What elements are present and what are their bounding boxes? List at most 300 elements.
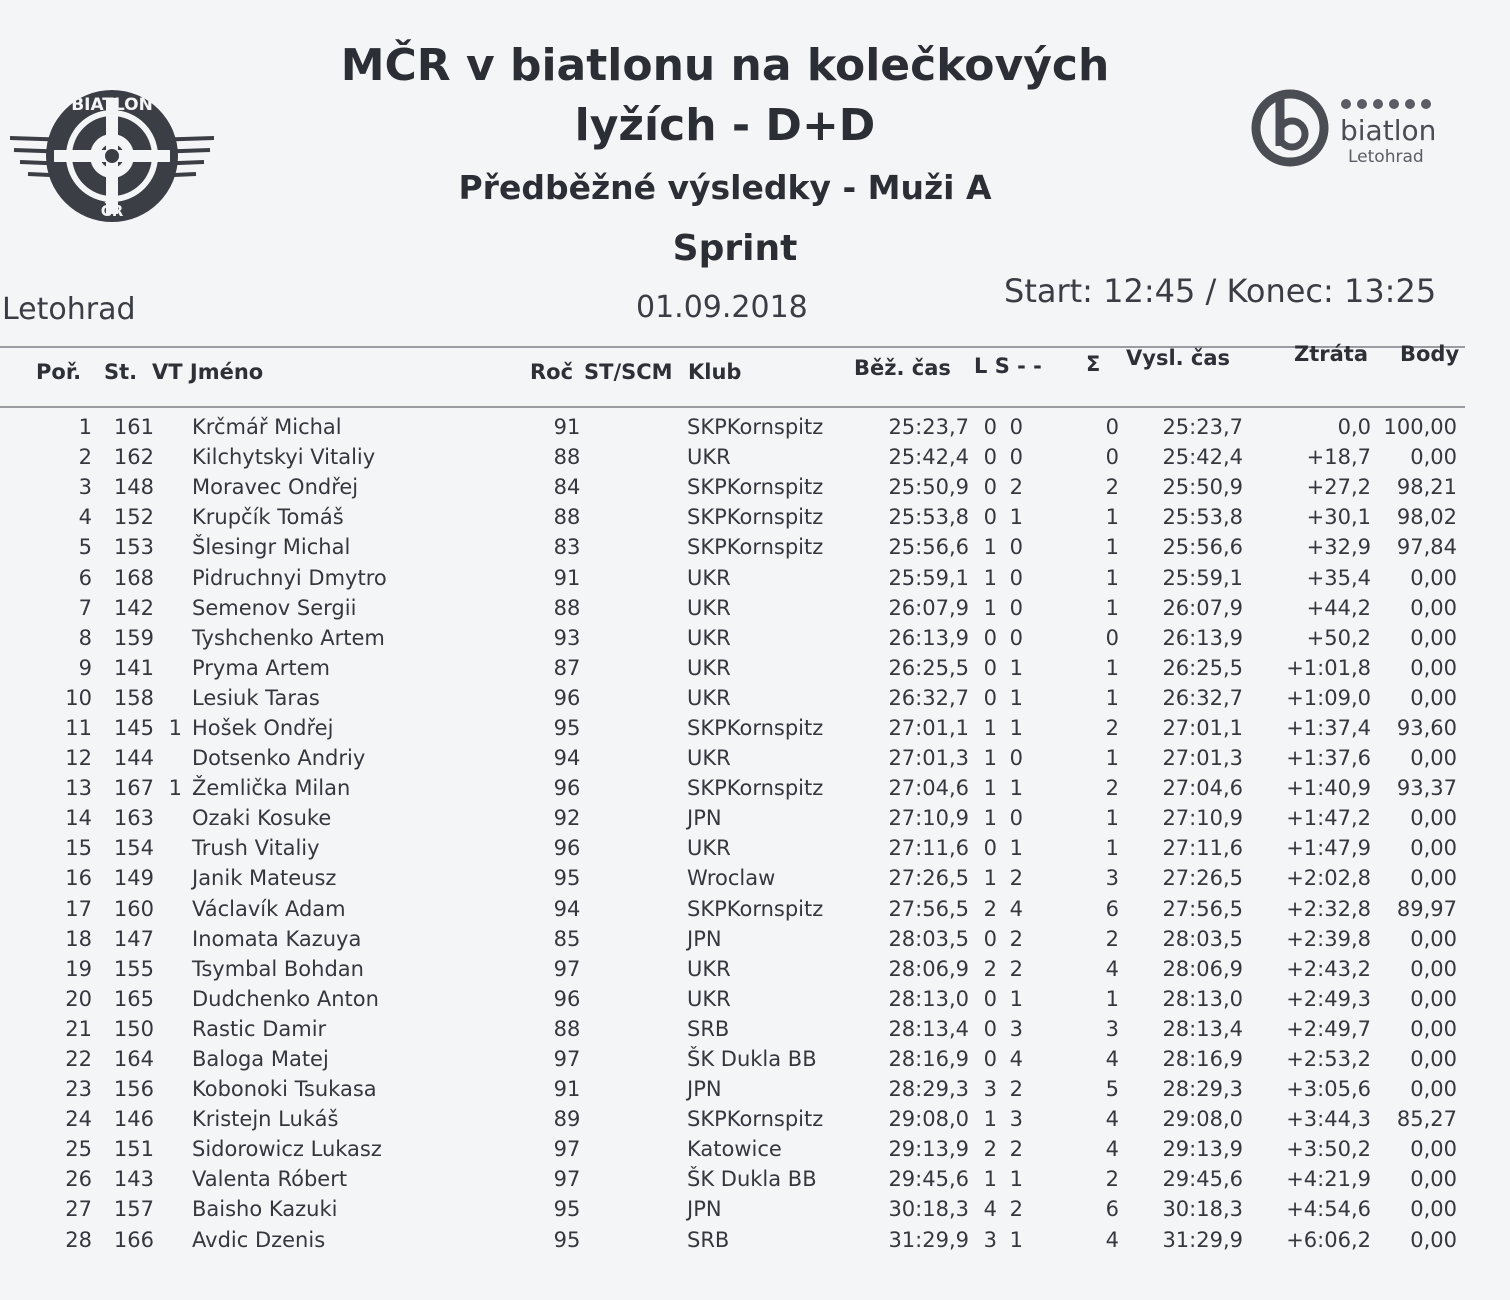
cell-roc: 87 (553, 655, 581, 680)
cell-empty (597, 442, 687, 472)
cell-l: 0 (983, 685, 997, 710)
cell-name: Rastic Damir (192, 1016, 327, 1041)
cell-empty (597, 803, 687, 833)
cell-loss: +32,9 (1306, 535, 1371, 560)
cell-s: 1 (1009, 1167, 1023, 1192)
event-date: 01.09.2018 (636, 290, 808, 325)
cell-run: 28:16,9 (888, 1047, 969, 1072)
cell-run: 27:10,9 (888, 806, 969, 831)
cell-empty (597, 683, 687, 713)
cell-vt: 1 (168, 715, 182, 740)
cell-loss: +2:49,7 (1286, 1016, 1371, 1041)
table-row (0, 1164, 1457, 1194)
cell-por: 21 (65, 1016, 92, 1041)
cell-sum: 1 (1105, 595, 1119, 620)
cell-res: 29:08,0 (1162, 1107, 1243, 1132)
cell-empty (1023, 412, 1083, 442)
subtitle: Předběžné výsledky - Muži A (458, 168, 992, 207)
cell-empty (597, 593, 687, 623)
cell-st: 164 (113, 1047, 154, 1072)
cell-name: Krčmář Michal (192, 415, 342, 440)
cell-res: 29:45,6 (1162, 1167, 1243, 1192)
cell-loss: +3:05,6 (1286, 1077, 1371, 1102)
col-header-club: Klub (688, 360, 742, 384)
cell-st: 151 (113, 1137, 154, 1162)
cell-por: 24 (65, 1107, 92, 1132)
cell-s: 1 (1009, 655, 1023, 680)
cell-sum: 3 (1105, 1016, 1119, 1041)
cell-l: 0 (983, 505, 997, 530)
cell-por: 5 (78, 535, 92, 560)
cell-empty (597, 1074, 687, 1104)
cell-vt (154, 1225, 182, 1255)
table-row (0, 1134, 1457, 1164)
cell-sum: 1 (1105, 986, 1119, 1011)
cell-por: 13 (65, 776, 92, 801)
cell-s: 4 (1009, 1047, 1023, 1072)
cell-s: 1 (1009, 715, 1023, 740)
cell-empty (597, 984, 687, 1014)
cell-empty (597, 773, 687, 803)
cell-empty (597, 532, 687, 562)
table-row (0, 472, 1457, 502)
cell-loss: +44,2 (1306, 595, 1371, 620)
cell-empty (1023, 1194, 1083, 1224)
cell-loss: +4:21,9 (1286, 1167, 1371, 1192)
cell-name: Kristejn Lukáš (192, 1107, 339, 1132)
table-row (0, 593, 1457, 623)
cell-st: 146 (113, 1107, 154, 1132)
cell-vt (154, 1044, 182, 1074)
cell-res: 27:10,9 (1162, 806, 1243, 831)
cell-por: 8 (78, 625, 92, 650)
cell-loss: +1:40,9 (1286, 776, 1371, 801)
cell-l: 1 (983, 565, 997, 590)
cell-pts: 0,00 (1410, 595, 1457, 620)
cell-run: 28:13,4 (888, 1016, 969, 1041)
cell-club: SKPKornspitz (687, 776, 824, 801)
cell-name: Sidorowicz Lukasz (192, 1137, 382, 1162)
cell-pts: 0,00 (1410, 1077, 1457, 1102)
cell-l: 1 (983, 715, 997, 740)
cell-vt (154, 1014, 182, 1044)
cell-l: 1 (983, 1107, 997, 1132)
cell-club: UKR (687, 836, 731, 861)
cell-s: 4 (1009, 896, 1023, 921)
cell-name: Šlesingr Michal (192, 535, 351, 560)
cell-name: Kobonoki Tsukasa (192, 1077, 377, 1102)
cell-run: 25:53,8 (888, 505, 969, 530)
cell-roc: 91 (553, 415, 581, 440)
cell-empty (1023, 653, 1083, 683)
cell-empty (1023, 984, 1083, 1014)
cell-roc: 83 (553, 535, 581, 560)
cell-res: 27:01,3 (1162, 746, 1243, 771)
cell-empty (597, 894, 687, 924)
cell-roc: 96 (553, 776, 581, 801)
cell-pts: 0,00 (1410, 1197, 1457, 1222)
cell-roc: 93 (553, 625, 581, 650)
cell-st: 165 (113, 986, 154, 1011)
cell-pts: 0,00 (1410, 1047, 1457, 1072)
cell-st: 167 (113, 776, 154, 801)
cell-s: 0 (1009, 625, 1023, 650)
cell-s: 3 (1009, 1016, 1023, 1041)
cell-vt (154, 984, 182, 1014)
cell-loss: +1:01,8 (1286, 655, 1371, 680)
cell-l: 3 (983, 1077, 997, 1102)
cell-l: 0 (983, 986, 997, 1011)
cell-s: 2 (1009, 1197, 1023, 1222)
table-row (0, 532, 1457, 562)
cell-res: 28:16,9 (1162, 1047, 1243, 1072)
cell-res: 28:13,0 (1162, 986, 1243, 1011)
cell-por: 27 (65, 1197, 92, 1222)
cell-s: 3 (1009, 1107, 1023, 1132)
cell-sum: 0 (1105, 625, 1119, 650)
cell-st: 142 (113, 595, 154, 620)
table-row (0, 502, 1457, 532)
cell-empty (597, 954, 687, 984)
cell-por: 19 (65, 956, 92, 981)
cell-loss: +27,2 (1306, 475, 1371, 500)
cell-empty (1023, 1104, 1083, 1134)
cell-club: SRB (687, 1016, 730, 1041)
cell-club: JPN (687, 1197, 722, 1222)
cell-res: 30:18,3 (1162, 1197, 1243, 1222)
cell-sum: 4 (1105, 956, 1119, 981)
cell-club: JPN (687, 926, 722, 951)
cell-roc: 92 (553, 806, 581, 831)
cell-empty (597, 562, 687, 592)
cell-pts: 93,60 (1396, 715, 1457, 740)
cell-s: 2 (1009, 926, 1023, 951)
cell-empty (597, 924, 687, 954)
cell-run: 29:45,6 (888, 1167, 969, 1192)
cell-l: 2 (983, 956, 997, 981)
cell-club: UKR (687, 685, 731, 710)
cell-pts: 0,00 (1410, 866, 1457, 891)
cell-vt (154, 1074, 182, 1104)
cell-l: 0 (983, 475, 997, 500)
cell-por: 16 (65, 866, 92, 891)
cell-res: 25:53,8 (1162, 505, 1243, 530)
cell-res: 25:23,7 (1162, 415, 1243, 440)
cell-name: Valenta Róbert (192, 1167, 348, 1192)
cell-sum: 6 (1105, 896, 1119, 921)
cell-sum: 1 (1105, 685, 1119, 710)
cell-l: 1 (983, 776, 997, 801)
cell-loss: 0,0 (1337, 415, 1371, 440)
cell-st: 152 (113, 505, 154, 530)
cell-empty (597, 713, 687, 743)
cell-l: 0 (983, 836, 997, 861)
cell-sum: 3 (1105, 866, 1119, 891)
cell-roc: 97 (553, 1047, 581, 1072)
cell-run: 26:13,9 (888, 625, 969, 650)
cell-sum: 4 (1105, 1227, 1119, 1252)
cell-s: 2 (1009, 956, 1023, 981)
cell-res: 25:56,6 (1162, 535, 1243, 560)
cell-res: 27:11,6 (1162, 836, 1243, 861)
cell-res: 26:25,5 (1162, 655, 1243, 680)
cell-roc: 95 (553, 1197, 581, 1222)
cell-roc: 88 (553, 445, 581, 470)
cell-res: 28:03,5 (1162, 926, 1243, 951)
cell-loss: +2:39,8 (1286, 926, 1371, 951)
cell-roc: 96 (553, 836, 581, 861)
cell-pts: 0,00 (1410, 625, 1457, 650)
cell-run: 27:26,5 (888, 866, 969, 891)
cell-st: 161 (113, 415, 154, 440)
cell-res: 27:56,5 (1162, 896, 1243, 921)
cell-club: UKR (687, 655, 731, 680)
cell-name: Semenov Sergii (192, 595, 357, 620)
cell-empty (1023, 532, 1083, 562)
cell-loss: +1:37,6 (1286, 746, 1371, 771)
cell-club: ŠK Dukla BB (687, 1167, 817, 1192)
col-header-points: Body (1400, 342, 1460, 366)
cell-club: Wroclaw (687, 866, 776, 891)
cell-l: 1 (983, 595, 997, 620)
cell-vt (154, 472, 182, 502)
cell-club: SKPKornspitz (687, 505, 824, 530)
cell-name: Baisho Kazuki (192, 1197, 338, 1222)
cell-l: 2 (983, 896, 997, 921)
cell-pts: 85,27 (1396, 1107, 1457, 1132)
cell-res: 25:59,1 (1162, 565, 1243, 590)
cell-vt (154, 1134, 182, 1164)
cell-por: 14 (65, 806, 92, 831)
cell-loss: +50,2 (1306, 625, 1371, 650)
cell-empty (1023, 924, 1083, 954)
cell-pts: 89,97 (1396, 896, 1457, 921)
table-row (0, 683, 1457, 713)
cell-res: 25:50,9 (1162, 475, 1243, 500)
cell-loss: +2:43,2 (1286, 956, 1371, 981)
table-row (0, 653, 1457, 683)
cell-empty (597, 1044, 687, 1074)
cell-vt (154, 653, 182, 683)
cell-st: 157 (113, 1197, 154, 1222)
cell-sum: 4 (1105, 1137, 1119, 1162)
cell-l: 0 (983, 625, 997, 650)
cell-roc: 96 (553, 986, 581, 1011)
cell-empty (597, 623, 687, 653)
cell-pts: 93,37 (1396, 776, 1457, 801)
logo-sub: Letohrad (1348, 147, 1424, 167)
cell-pts: 0,00 (1410, 1227, 1457, 1252)
cell-por: 3 (78, 475, 92, 500)
cell-l: 1 (983, 535, 997, 560)
cell-empty (597, 1014, 687, 1044)
cell-empty (1023, 713, 1083, 743)
table-row (0, 1014, 1457, 1044)
cell-empty (1023, 1164, 1083, 1194)
cell-run: 28:06,9 (888, 956, 969, 981)
cell-run: 27:01,1 (888, 715, 969, 740)
table-row (0, 442, 1457, 472)
cell-sum: 1 (1105, 535, 1119, 560)
cell-res: 31:29,9 (1162, 1227, 1243, 1252)
col-header-st: St. (104, 360, 138, 384)
col-header-result: Vysl. čas (1126, 346, 1231, 370)
cell-vt (154, 1104, 182, 1134)
cell-empty (1023, 472, 1083, 502)
cell-st: 163 (113, 806, 154, 831)
cell-name: Lesiuk Taras (192, 685, 320, 710)
cell-vt (154, 863, 182, 893)
cell-empty (1023, 502, 1083, 532)
cell-name: Baloga Matej (192, 1047, 329, 1072)
cell-res: 25:42,4 (1162, 445, 1243, 470)
table-row (0, 924, 1457, 954)
cell-empty (1023, 442, 1083, 472)
cell-por: 23 (65, 1077, 92, 1102)
cell-vt (154, 683, 182, 713)
cell-club: UKR (687, 746, 731, 771)
cell-roc: 84 (553, 475, 581, 500)
cell-club: UKR (687, 445, 731, 470)
cell-por: 11 (65, 715, 92, 740)
cell-name: Ozaki Kosuke (192, 806, 332, 831)
cell-empty (1023, 1134, 1083, 1164)
cell-l: 1 (983, 806, 997, 831)
cell-run: 28:29,3 (888, 1077, 969, 1102)
cell-empty (597, 1134, 687, 1164)
table-row (0, 562, 1457, 592)
cell-empty (1023, 683, 1083, 713)
cell-vt (154, 562, 182, 592)
cell-l: 0 (983, 1047, 997, 1072)
cell-pts: 0,00 (1410, 565, 1457, 590)
cell-l: 0 (983, 926, 997, 951)
cell-por: 17 (65, 896, 92, 921)
cell-pts: 0,00 (1410, 926, 1457, 951)
cell-s: 1 (1009, 776, 1023, 801)
cell-res: 28:13,4 (1162, 1016, 1243, 1041)
cell-empty (597, 502, 687, 532)
cell-loss: +1:37,4 (1286, 715, 1371, 740)
cell-st: 158 (113, 685, 154, 710)
col-header-st-scm: ST/SCM (584, 360, 673, 384)
cell-s: 2 (1009, 1077, 1023, 1102)
cell-run: 25:42,4 (888, 445, 969, 470)
cell-club: SKPKornspitz (687, 715, 824, 740)
cell-st: 159 (113, 625, 154, 650)
col-header-shooting: L S - - (974, 354, 1042, 378)
cell-s: 0 (1009, 445, 1023, 470)
cell-loss: +3:44,3 (1286, 1107, 1371, 1132)
cell-run: 28:13,0 (888, 986, 969, 1011)
cell-vt (154, 894, 182, 924)
cell-roc: 88 (553, 505, 581, 530)
cell-empty (597, 863, 687, 893)
cell-club: Katowice (687, 1137, 782, 1162)
cell-s: 0 (1009, 565, 1023, 590)
table-row (0, 412, 1457, 442)
cell-st: 144 (113, 746, 154, 771)
cell-run: 25:23,7 (888, 415, 969, 440)
cell-por: 6 (78, 565, 92, 590)
cell-por: 12 (65, 746, 92, 771)
cell-empty (1023, 1225, 1083, 1255)
title-line-2: lyžích - D+D (574, 100, 876, 151)
cell-pts: 0,00 (1410, 986, 1457, 1011)
cell-name: Janik Mateusz (192, 866, 337, 891)
table-row (0, 713, 1457, 743)
cell-empty (597, 1164, 687, 1194)
cell-loss: +30,1 (1306, 505, 1371, 530)
cell-loss: +3:50,2 (1286, 1137, 1371, 1162)
cell-por: 1 (78, 415, 92, 440)
cell-club: JPN (687, 1077, 722, 1102)
cell-st: 149 (113, 866, 154, 891)
start-end-time: Start: 12:45 / Konec: 13:25 (1004, 272, 1437, 310)
cell-club: UKR (687, 625, 731, 650)
cell-l: 3 (983, 1227, 997, 1252)
cell-empty (597, 743, 687, 773)
cell-st: 145 (113, 715, 154, 740)
cell-st: 155 (113, 956, 154, 981)
cell-roc: 89 (553, 1107, 581, 1132)
cell-empty (1023, 562, 1083, 592)
cell-roc: 88 (553, 1016, 581, 1041)
cell-run: 26:32,7 (888, 685, 969, 710)
cell-pts: 0,00 (1410, 956, 1457, 981)
cell-pts: 0,00 (1410, 685, 1457, 710)
table-row (0, 894, 1457, 924)
cell-res: 28:29,3 (1162, 1077, 1243, 1102)
cell-name: Moravec Ondřej (192, 475, 359, 500)
cell-st: 143 (113, 1167, 154, 1192)
cell-club: SKPKornspitz (687, 896, 824, 921)
cell-run: 25:56,6 (888, 535, 969, 560)
cell-name: Hošek Ondřej (192, 715, 334, 740)
cell-vt (154, 442, 182, 472)
cell-club: UKR (687, 595, 731, 620)
cell-club: UKR (687, 956, 731, 981)
cell-vt (154, 532, 182, 562)
cell-res: 26:32,7 (1162, 685, 1243, 710)
cell-st: 154 (113, 836, 154, 861)
cell-loss: +1:47,2 (1286, 806, 1371, 831)
cell-s: 1 (1009, 836, 1023, 861)
cell-empty (597, 653, 687, 683)
table-row (0, 954, 1457, 984)
cell-l: 1 (983, 746, 997, 771)
discipline: Sprint (672, 228, 798, 269)
cell-pts: 0,00 (1410, 1167, 1457, 1192)
cell-run: 26:07,9 (888, 595, 969, 620)
col-header-roc: Roč (530, 360, 574, 384)
cell-name: Václavík Adam (192, 896, 346, 921)
location: Letohrad (2, 292, 136, 327)
cell-sum: 5 (1105, 1077, 1119, 1102)
cell-por: 7 (78, 595, 92, 620)
cell-s: 0 (1009, 535, 1023, 560)
cell-vt (154, 623, 182, 653)
cell-club: SKPKornspitz (687, 535, 824, 560)
cell-roc: 91 (553, 1077, 581, 1102)
cell-l: 4 (983, 1197, 997, 1222)
cell-name: Trush Vitaliy (192, 836, 320, 861)
cell-s: 1 (1009, 685, 1023, 710)
table-row (0, 743, 1457, 773)
cell-l: 0 (983, 655, 997, 680)
cell-run: 25:50,9 (888, 475, 969, 500)
cell-roc: 97 (553, 1167, 581, 1192)
